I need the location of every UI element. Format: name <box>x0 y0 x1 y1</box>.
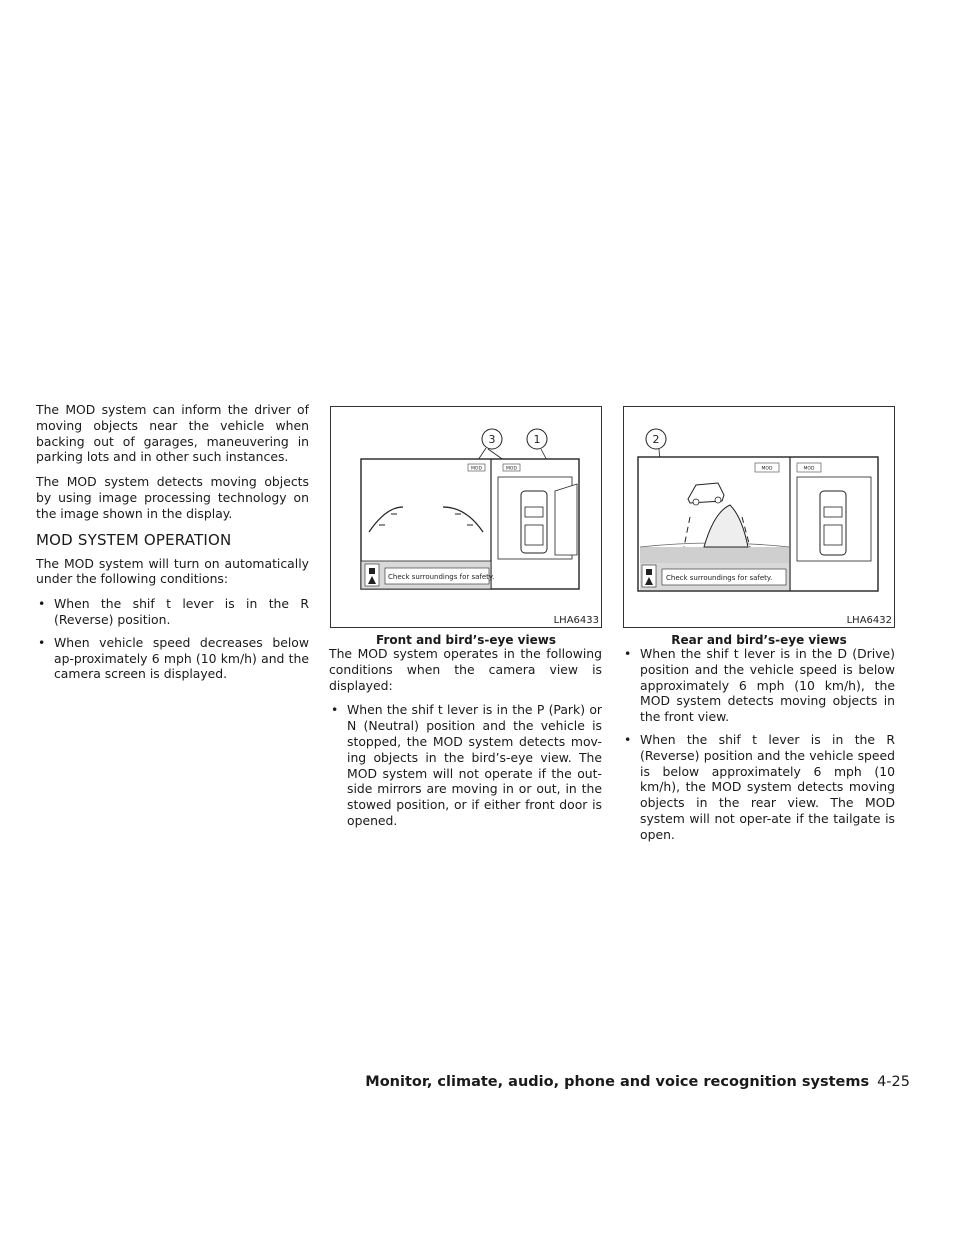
list-item <box>622 646 895 725</box>
front-view-illustration <box>331 407 601 627</box>
figure-caption: Rear and bird’s-eye views <box>671 633 847 647</box>
safety-message: Check surroundings for safety. <box>666 574 773 582</box>
figure-code: LHA6433 <box>553 615 599 626</box>
section-heading: MOD SYSTEM OPERATION <box>36 530 232 549</box>
mod-indicator-rear: MOD <box>761 466 773 472</box>
safety-message: Check surroundings for safety. <box>388 573 495 581</box>
callout-1: 1 <box>533 433 541 446</box>
list-item-text: When the shif t lever is in the R (Reverse) position. <box>54 596 309 627</box>
callout-3: 3 <box>488 433 496 446</box>
page-footer <box>365 1074 910 1090</box>
turn-on-intro: The MOD system will turn on automatically under the following conditions: <box>36 555 309 587</box>
list-item <box>36 635 309 682</box>
list-item-text: When the shif t lever is in the R (Reverse) position and the vehicle speed is below approximately 6 mph (10 km/h), the MOD system detects moving objects in the rear view. The MOD system will not oper-ate if the tailgate is open. <box>640 731 895 842</box>
intro-paragraph-1: The MOD system can inform the driver of moving objects near the vehicle when backing out of garages, maneuvering in parking lots and in other such instances. <box>36 402 309 465</box>
list-item-text: When vehicle speed decreases below ap-proximately 6 mph (10 km/h) and the camera screen is displayed. <box>54 634 309 682</box>
rear-view-illustration <box>624 407 894 627</box>
figure-caption: Front and bird’s-eye views <box>376 633 556 647</box>
turn-on-condition-list <box>36 596 309 682</box>
bullet-icon: • <box>624 731 632 747</box>
intro-paragraph-2: The MOD system detects moving objects by using image processing technology on the image shown in the display. <box>36 474 309 521</box>
figure-rear-birdseye <box>623 406 895 628</box>
list-item-text: When the shif t lever is in the P (Park) or N (Neutral) position and the vehicle is stopped, the MOD system detects mov-ing objects in the bird’s-eye view. The MOD system will not operate if the out-side mirrors are moving in or out, in the stowed position, or if either front door is opened. <box>347 702 602 828</box>
mod-indicator-birdseye-rear: MOD <box>803 466 815 472</box>
left-column <box>36 402 309 689</box>
bullet-icon: • <box>38 596 46 612</box>
figure-front-birdseye <box>330 406 602 628</box>
list-item <box>36 596 309 628</box>
bullet-icon: • <box>624 646 632 661</box>
figure-code: LHA6432 <box>846 615 892 626</box>
operation-condition-list-continued <box>622 646 895 843</box>
bullet-icon: • <box>331 702 339 718</box>
mod-indicator-birdseye: MOD <box>506 466 517 472</box>
middle-column <box>329 646 602 836</box>
operation-condition-list <box>329 702 602 828</box>
page-number: 4-25 <box>877 1074 910 1090</box>
bullet-icon: • <box>38 634 46 650</box>
operation-intro: The MOD system operates in the following conditions when the camera view is displayed: <box>329 646 602 693</box>
list-item-text: When the shif t lever is in the D (Drive) position and the vehicle speed is below approximately 6 mph (10 km/h), the MOD system detects moving objects in the front view. <box>640 646 895 725</box>
chapter-title: Monitor, climate, audio, phone and voice recognition systems <box>365 1074 870 1090</box>
mod-indicator-front: MOD <box>471 466 482 472</box>
callout-2: 2 <box>652 433 660 446</box>
list-item <box>622 732 895 843</box>
list-item <box>329 702 602 828</box>
right-column <box>622 646 895 850</box>
